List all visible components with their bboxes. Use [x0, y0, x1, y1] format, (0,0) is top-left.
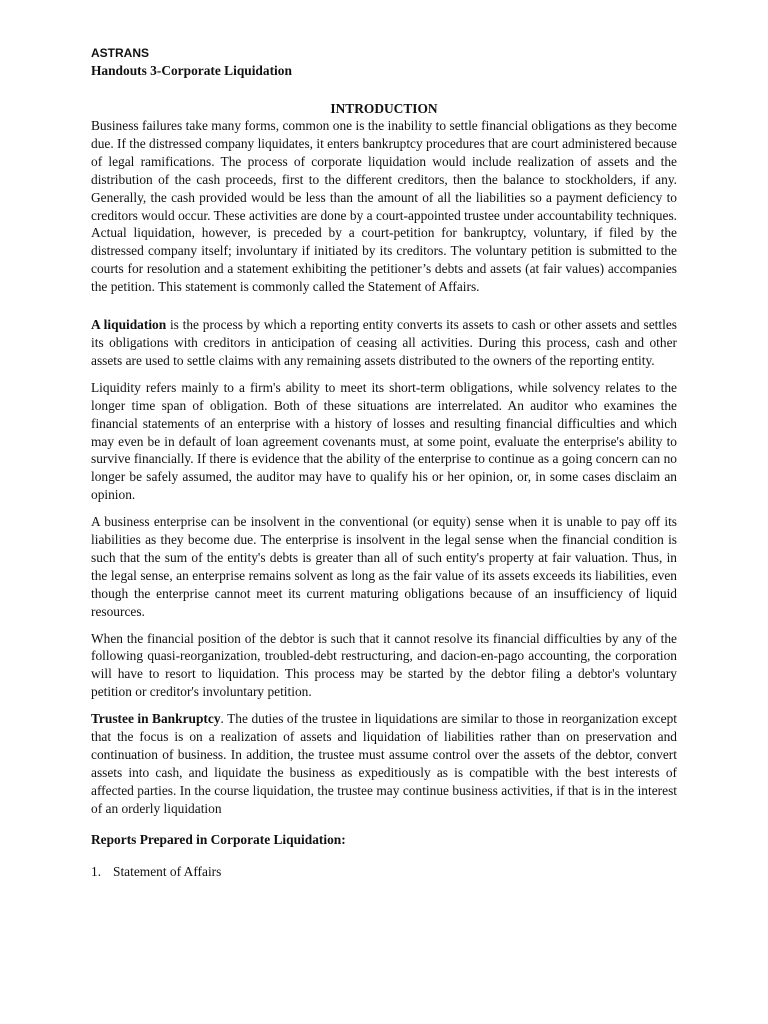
section-heading-reports: Reports Prepared in Corporate Liquidation:: [91, 831, 346, 847]
term-liquidation: A liquidation: [91, 317, 167, 333]
trustee-text: . The duties of the trustee in liquidations are similar to those in reorganization except that the focus is on a realization of assets and liquidation of liabilities rather than on preservation and continuation of business. In addition, the trustee must assume control over the assets of the debtor, convert assets into cash, and liquidate the business as expeditiously as is compatible with the best interests of affected parties. In the course liquidation, the trustee may continue business activities, if that is in the interest of an orderly liquidation: [91, 711, 677, 816]
list-item-label: Statement of Affairs: [113, 863, 222, 879]
handout-title: Handouts 3-Corporate Liquidation: [91, 63, 292, 78]
course-code: ASTRANS: [91, 46, 150, 60]
list-item: [91, 863, 677, 880]
list-item-number: 1.: [91, 863, 102, 879]
paragraph-trustee: [91, 710, 677, 817]
paragraph-business-failures: Business failures take many forms, common one is the inability to settle financial obligations as they become due. If the distressed company liquidates, it enters bankruptcy procedures that are court administered because of legal ramifications. The process of corporate liquidation would include realization of assets and the distribution of the cash proceeds, first to the different creditors, then the balance to stockholders, if any. Generally, the cash provided would be less than the amount of all the liabilities so a payment deficiency to creditors would occur. These activities are done by a court-appointed trustee under accountability techniques. Actual liquidation, however, is preceded by a court-petition for bankruptcy, voluntary, if filed by the distressed company itself; involuntary if initiated by its creditors. The voluntary petition is submitted to the courts for resolution and a statement exhibiting the petitioner’s debts and assets (at fair values) accompanies the petition. This statement is commonly called the Statement of Affairs.: [91, 118, 678, 295]
paragraph-liquidity: Liquidity refers mainly to a firm's ability to meet its short-term obligations, while solvency relates to the longer time span of obligation. Both of these situations are interrelated. An auditor who examines the financial statements of an enterprise with a history of losses and resulting financial difficulties and which may even be in default of loan agreement covenants must, at some point, evaluate the enterprise's ability to survive financially. If there is evidence that the ability of the enterprise to continue as a going concern can no longer be safely assumed, the auditor may have to qualify his or her opinion, or, in some cases disclaim an opinion.: [91, 379, 677, 503]
reports-list: [91, 863, 677, 880]
term-trustee-in-bankruptcy: Trustee in Bankruptcy: [91, 711, 221, 727]
paragraph-insolvency: A business enterprise can be insolvent in the conventional (or equity) sense when it is unable to pay off its liabilities as they become due. The enterprise is insolvent in the legal sense when the financial condition is such that the sum of the entity's debts is greater than all of such entity's property at fair valuation. Thus, in the legal sense, an enterprise remains solvent as long as the fair value of its assets exceeds its liabilities, even though the enterprise cannot meet its current maturing obligations because of an insufficiency of liquid resources.: [91, 514, 677, 619]
section-heading-introduction: INTRODUCTION: [330, 101, 438, 116]
paragraph-liquidation-definition: [91, 316, 677, 370]
paragraph-debtor-position: When the financial position of the debtor is such that it cannot resolve its financial difficulties by any of the following quasi-reorganization, troubled-debt restructuring, and dacion-en-pago accounting, the corporation will have to resort to liquidation. This process may be started by the debtor filing a debtor's voluntary petition or creditor's involuntary petition.: [91, 630, 677, 700]
liquidation-definition-text: is the process by which a reporting entity converts its assets to cash or other assets and settles its obligations with creditors in anticipation of ceasing all activities. During this process, cash and other assets are used to settle claims with any remaining assets distributed to the owners of the reporting entity.: [91, 317, 677, 368]
